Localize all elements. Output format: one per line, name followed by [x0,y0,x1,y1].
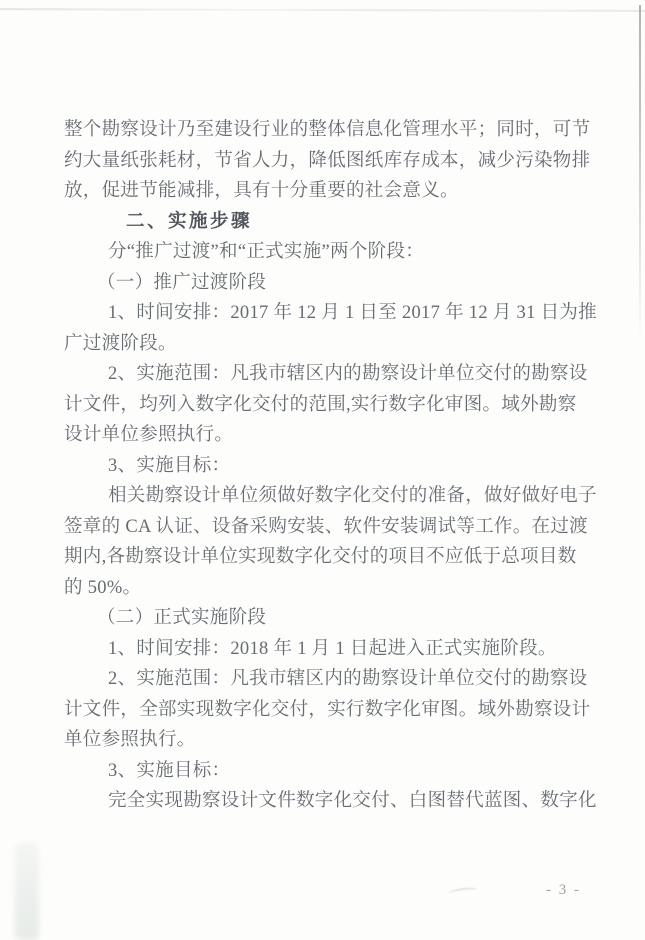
scan-artifact-footer-mark [449,886,478,896]
text-line: 签章的 CA 认证、设备采购安装、软件安装调试等工作。在过渡 [64,516,588,537]
text-line: 分“推广过渡”和“正式实施”两个阶段： [108,242,425,262]
text-line: 广过渡阶段。 [64,333,177,354]
text-line: 计文件，均列入数字化交付的范围,实行数字化审图。域外勘察 [64,394,577,415]
text-line: 单位参照执行。 [64,730,196,750]
text-line: 1、时间安排：2018 年 1 月 1 日起进入正式实施阶段。 [108,638,557,659]
text-line: 1、时间安排：2017 年 12 月 1 日至 2017 年 12 月 31 日为推 [108,303,597,323]
document-body [64,115,597,817]
scan-artifact-smudge [15,843,39,940]
page-number: - 3 - [546,882,581,898]
text-line: 相关勘察设计单位须做好数字化交付的准备，做好做好电子 [108,486,597,506]
scan-artifact-top-line [0,8,645,12]
text-line: 放，促进节能减排，具有十分重要的社会意义。 [64,181,459,201]
text-line: 设计单位参照执行。 [64,425,234,445]
section-heading: 二、实施步骤 [126,211,253,232]
text-line: 2、实施范围：凡我市辖区内的勘察设计单位交付的勘察设 [108,669,588,689]
text-line: 3、实施目标： [108,760,231,781]
text-line: 整个勘察设计乃至建设行业的整体信息化管理水平；同时，可节 [64,120,591,140]
text-line: 的 50%。 [64,577,142,598]
text-line: 完全实现勘察设计文件数字化交付、白图替代蓝图、数字化 [108,791,597,811]
text-line: 2、实施范围：凡我市辖区内的勘察设计单位交付的勘察设 [108,364,588,384]
text-line: 约大量纸张耗材，节省人力，降低图纸库存成本，减少污染物排 [64,150,591,171]
scan-artifact-right-edge [639,5,641,340]
text-line: 计文件，全部实现数字化交付，实行数字化审图。域外勘察设计 [64,699,591,720]
text-line: 期内,各勘察设计单位实现数字化交付的项目不应低于总项目数 [64,547,577,567]
subsection-heading: （二）正式实施阶段 [97,608,267,628]
subsection-heading: （一）推广过渡阶段 [97,272,267,293]
text-line: 3、实施目标： [108,455,231,476]
